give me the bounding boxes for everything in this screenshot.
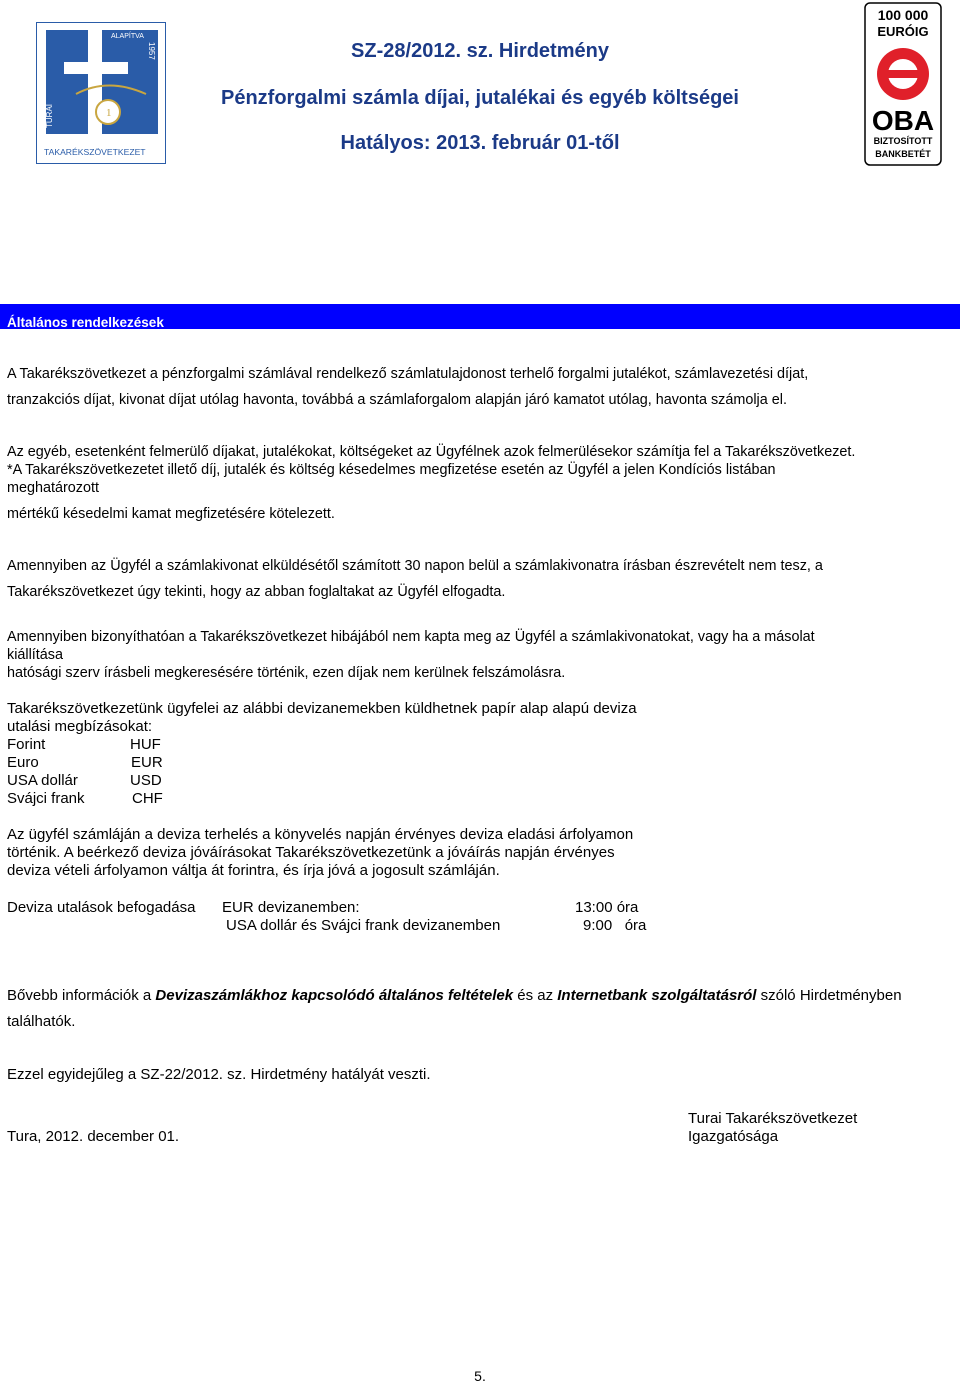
currency-name: Euro [7,754,39,771]
cutoff-eur-desc: EUR devizanemben: [222,899,360,916]
cutoff-label: Deviza utalások befogadása [7,899,196,916]
p5-line2: utalási megbízásokat: [7,718,153,735]
p3-line2: Takarékszövetkezet úgy tekinti, hogy az abban foglaltakat az Ügyfél elfogadta. [7,584,506,600]
cutoff-eur-time: 13:00 óra [575,899,639,916]
currency-code: CHF [132,790,163,807]
p8-line: Ezzel egyidejűleg a SZ-22/2012. sz. Hirdetmény hatályát veszti. [7,1066,431,1083]
oba-line1: BIZTOSÍTOTT [873,136,933,146]
p6-line1: Az ügyfél számláján a deviza terhelés a könyvelés napján érvényes deviza eladási árfolyamon [7,826,634,843]
signature-org: Turai Takarékszövetkezet [688,1110,858,1127]
p7-text-a: Bővebb információk a [7,987,156,1004]
section-title: Általános rendelkezések [7,315,164,330]
p1-line1: A Takarékszövetkezet a pénzforgalmi számlával rendelkező számlatulajdonost terhelő forgalmi jutalékot, számlavezetési díjat, [7,366,809,382]
logo-name: TAKARÉKSZÖVETKEZET [44,147,146,157]
cutoff-usd-chf-time: 9:00 óra [583,917,647,934]
svg-text:1: 1 [106,107,112,119]
currency-code: EUR [131,754,163,771]
page-number: 5. [474,1368,486,1384]
p6-line3: deviza vételi árfolyamon váltja át forintra, és írja jóvá a jogosult számláján. [7,862,500,879]
p4-line3: hatósági szerv írásbeli megkeresésére történik, ezen díjak nem kerülnek felszámolásra. [7,665,566,681]
section-banner [0,304,960,329]
currency-code: USD [130,772,162,789]
p3-line1: Amennyiben az Ügyfél a számlakivonat elküldésétől számított 30 napon belül a számlakivonatra írásban észrevételt nem tesz, a [7,558,823,574]
p7-internetbank-ref: Internetbank szolgáltatásról [557,987,757,1004]
p5-line1: Takarékszövetkezetünk ügyfelei az alábbi devizanemekben küldhetnek papír alap alapú deviza [7,700,637,717]
logo-side-name: TURAI [45,104,54,128]
effective-date: Hatályos: 2013. február 01-től [340,132,620,154]
place-date: Tura, 2012. december 01. [7,1128,180,1145]
p7-text-e: szóló Hirdetményben [756,987,902,1004]
p7-text-c: és az [513,987,558,1004]
oba-insurance-logo [864,2,942,166]
p7-line1 [7,987,902,1005]
logo-year: 1957 [147,42,156,60]
p7-line2: találhatók. [7,1013,76,1030]
p6-line2: történik. A beérkező deviza jóváírásokat Takarékszövetkezetünk a jóváírás napján érvényes [7,844,615,861]
oba-amount: 100 000 [877,7,929,23]
currency-code: HUF [130,736,161,753]
oba-brand: OBA [871,105,935,136]
oba-line2: BANKBETÉT [875,149,931,159]
currency-name: USA dollár [7,772,78,789]
p2-line1: Az egyéb, esetenként felmerülő díjakat, jutalékokat, költségeket az Ügyfélnek azok felmerülésekor számítja fel a Takarékszövetkezet. [7,444,856,460]
document-number: SZ-28/2012. sz. Hirdetmény [351,40,609,62]
p2-line3: meghatározott [7,480,99,496]
p7-conditions-ref: Devizaszámlákhoz kapcsolódó általános feltételek [155,987,514,1004]
signature-board: Igazgatósága [688,1128,779,1145]
cutoff-usd-chf-desc: USA dollár és Svájci frank devizanemben [226,917,501,934]
document-title: Pénzforgalmi számla díjai, jutalékai és egyéb költségei [221,87,739,109]
oba-currency: EURÓIG [877,24,929,39]
currency-name: Forint [7,736,46,753]
p4-line1: Amennyiben bizonyíthatóan a Takarékszövetkezet hibájából nem kapta meg az Ügyfél a számlakivonatokat, vagy ha a másolat [7,629,815,645]
logo-founded: ALAPÍTVA [111,33,144,40]
p2-line4: mértékű késedelmi kamat megfizetésére kötelezett. [7,506,335,522]
currency-name: Svájci frank [7,790,85,807]
p2-line2: *A Takarékszövetkezetet illető díj, jutalék és költség késedelmes megfizetése esetén az Ügyfél a jelen Kondíciós listában [7,462,776,478]
p1-line2: tranzakciós díjat, kivonat díjat utólag havonta, továbbá a számlaforgalom alapján járó kamatot utólag, havonta számolja el. [7,392,787,408]
p4-line2: kiállítása [7,647,63,663]
